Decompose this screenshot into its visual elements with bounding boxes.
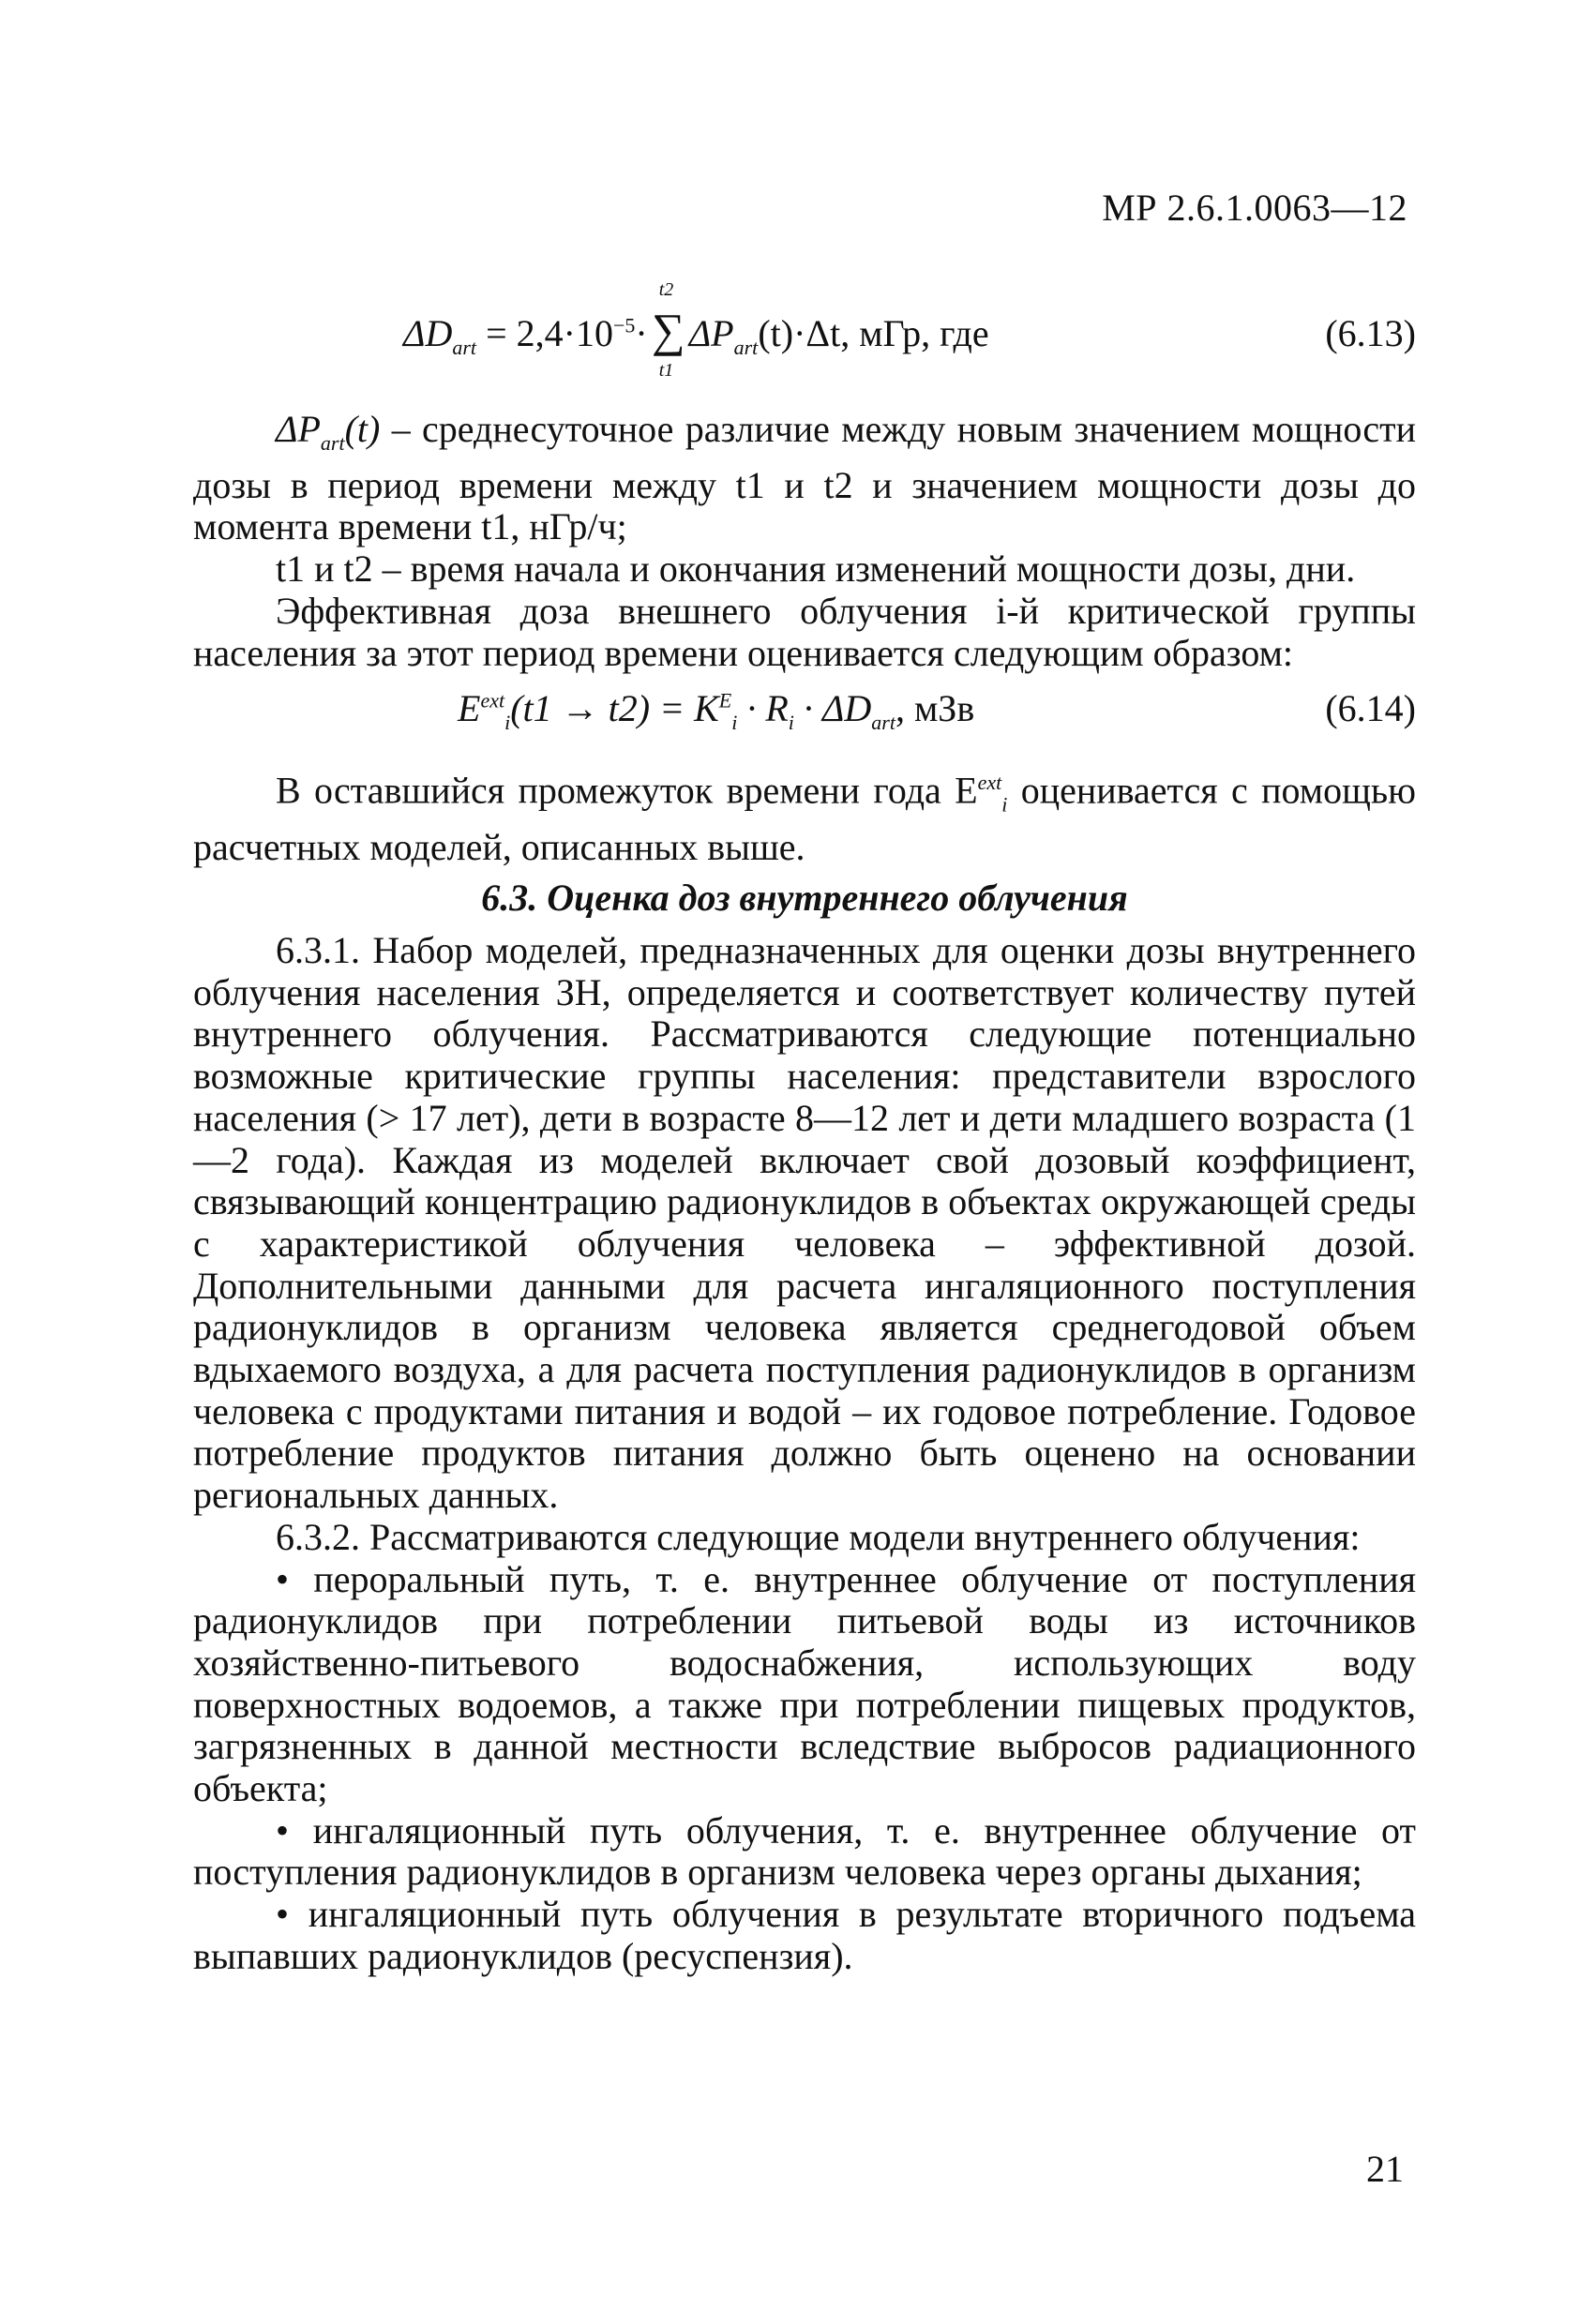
formula-e-sub: i <box>504 711 511 734</box>
formula-e-sup: ext <box>480 688 505 712</box>
sum-upper-limit: t2 <box>658 279 674 300</box>
paragraph-6-3-2: 6.3.2. Рассматриваются следующие модели внутреннего облучения: <box>276 1515 1361 1558</box>
paragraph-remaining-period <box>193 761 1416 869</box>
paragraph-effective-dose: Эффективная доза внешнего облучения i-й критической группы населения за этот период времени оценивается следующим образом: <box>193 589 1416 674</box>
equation-number-6-13: (6.13) <box>1325 312 1416 354</box>
formula-6-13-expression: $\Delta D_{art} = 2,4\cdot 10^{-5}\cdot$ t2 ∑ t1 $\Delta P_{art}(t)\cdot\Delta t$, мГр, где <box>403 279 989 381</box>
formula-r: · R <box>737 687 789 729</box>
sum-symbol: t2 ∑ t1 <box>651 279 685 381</box>
remaining-sub: i <box>1001 792 1008 817</box>
formula-e: E <box>458 687 481 729</box>
bullet-item: • ингаляционный путь облучения в результате вторичного подъема выпавших радионуклидов (ресуспензия). <box>193 1893 1416 1977</box>
formula-6-14 <box>193 686 1416 742</box>
paragraph-6-3-1: 6.3.1. Набор моделей, предназначенных для оценки дозы внутреннего облучения населения ЗН, определяется и соответствует количеству путей внутреннего облучения. Рассматриваются следующие потенциально возможные критические группы населения: представители взрослого населения (> 17 лет), дети в возрасте 8—12 лет и дети младшего возраста (1—2 года). Каждая из моделей включает свой дозовый коэффициент, связывающий концентрацию радионуклидов в объектах окружающей среды с характеристикой облучения человека – эффективной дозой. Дополнительными данными для расчета ингаляционного поступления радионуклидов в организм человека является среднегодовой объем вдыхаемого воздуха, а для расчета поступления радионуклидов в организм человека с продуктами питания и водой – их годовое потребление. Годовое потребление продуктов питания должно быть оценено на основании региональных данных. <box>193 929 1416 1517</box>
formula-r-sub: i <box>788 711 794 734</box>
section-title: 6.3. Оценка доз внутреннего облучения <box>481 877 1128 919</box>
remaining-before: В оставшийся промежуток времени года E <box>276 769 978 812</box>
formula-arg: (t1 → t2) = K <box>510 687 719 729</box>
definition-delta-p <box>193 409 1416 548</box>
formula-unit: , мЗв <box>895 687 975 729</box>
def-symbol-sub: art <box>320 431 345 455</box>
formula-term-sub: art <box>733 336 759 359</box>
def-text: – среднесуточное различие между новым значением мощности дозы в период времени между t1 и t2 и значением мощности дозы до момента времени t1, нГр/ч; <box>193 408 1416 548</box>
bullet-item: • пероральный путь, т. е. внутреннее облучение от поступления радионуклидов при потреблении питьевой воды из источников хозяйственно-питьевого водоснабжения, использующих воду поверхностных водоемов, а также при потреблении пищевых продуктов, загрязненных в данной местности вследствие выбросов радиационного объекта; <box>193 1557 1416 1810</box>
sum-lower-limit: t1 <box>658 360 674 381</box>
bullet-item: • ингаляционный путь облучения, т. е. внутреннее облучение от поступления радионуклидов в организм человека через органы дыхания; <box>193 1808 1416 1894</box>
formula-6-14-expression <box>458 686 974 735</box>
formula-coef-exp: −5 <box>612 313 636 337</box>
formula-coef: = 2,4·10 <box>476 312 613 354</box>
formula-d: · ΔD <box>793 687 872 729</box>
formula-k-sup: E <box>718 688 732 712</box>
def-symbol: ΔP <box>276 408 321 450</box>
remaining-period-block <box>193 761 1416 869</box>
section-6-3-body <box>193 930 1416 1978</box>
formula-d-sub: art <box>871 711 895 734</box>
formula-lhs-sub: art <box>452 336 477 359</box>
definition-t1-t2: t1 и t2 – время начала и окончания изменений мощности дозы, дни. <box>276 547 1356 591</box>
remaining-after: оценивается с помощью расчетных моделей, описанных выше. <box>193 769 1416 869</box>
formula-k-sub: i <box>731 711 738 734</box>
formula-term: ΔP <box>688 312 734 354</box>
formula-6-13 <box>193 279 1416 414</box>
definitions-block <box>193 409 1416 674</box>
remaining-sup: ext <box>977 771 1002 794</box>
def-symbol-arg: (t) <box>344 408 381 450</box>
formula-term-rest: (t)·Δt, мГр, где <box>758 312 989 354</box>
formula-lhs: ΔD <box>403 312 453 354</box>
document-code: МР 2.6.1.0063—12 <box>1102 187 1407 229</box>
equation-number-6-14: (6.14) <box>1325 687 1416 729</box>
page-number: 21 <box>1366 2148 1404 2190</box>
